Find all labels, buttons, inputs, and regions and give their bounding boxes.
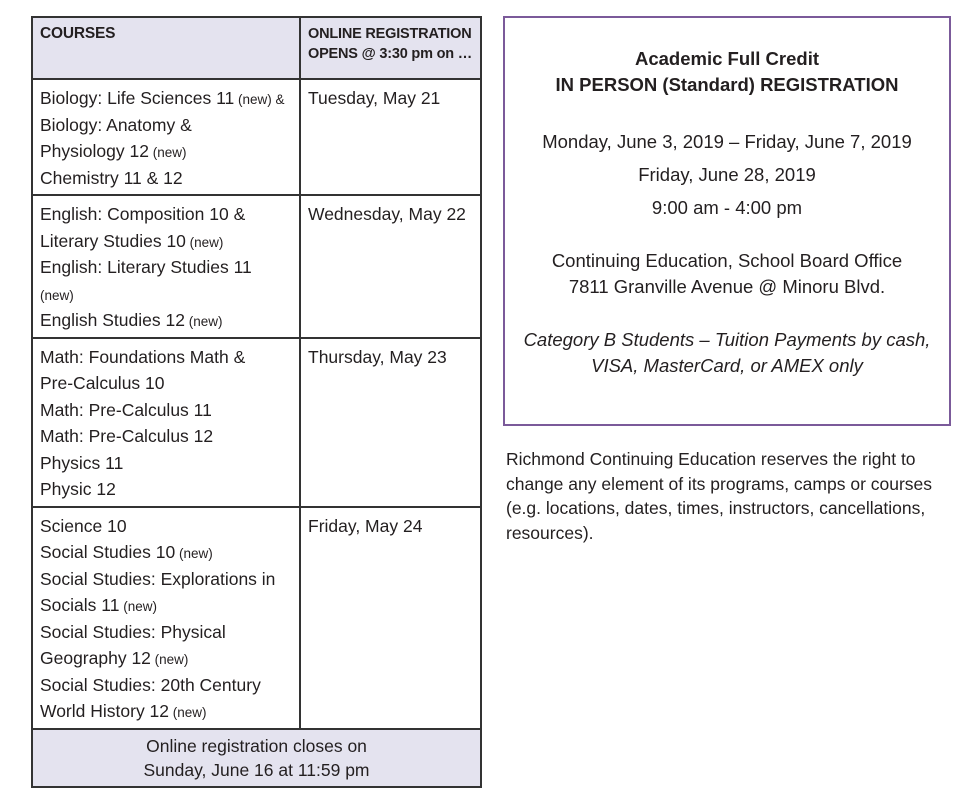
course-item (40, 398, 293, 425)
payment-note: Category B Students – Tuition Payments by cash, VISA, MasterCard, or AMEX only (523, 329, 931, 376)
course-note: (new) (184, 314, 223, 329)
course-list-cell (32, 507, 300, 729)
table-row (32, 338, 481, 507)
course-item (40, 282, 293, 309)
registration-date-cell: Wednesday, May 22 (300, 195, 481, 338)
course-name: Social Studies 10 (40, 542, 176, 562)
course-item (40, 345, 293, 372)
course-note: (new) (40, 287, 74, 303)
table-row (32, 507, 481, 729)
course-name: English: Composition 10 & (40, 204, 246, 224)
closing-notice-row (32, 729, 481, 787)
course-note: (new) (169, 705, 207, 720)
course-item (40, 139, 293, 166)
course-note: (new) (150, 652, 189, 667)
registration-hours: 9:00 am - 4:00 pm (651, 197, 803, 218)
course-item (40, 593, 293, 620)
course-name: Biology: Anatomy & (40, 114, 192, 135)
closing-notice-line2: Sunday, June 16 at 11:59 pm (143, 760, 370, 780)
course-item (40, 673, 293, 700)
closing-notice-line1: Online registration closes on (146, 735, 367, 756)
online-registration-column-header: ONLINE REGISTRATION OPENS @ 3:30 pm on … (300, 17, 481, 79)
course-item (40, 113, 293, 140)
course-note: (new) (175, 546, 213, 561)
info-title-line1: Academic Full Credit (634, 48, 819, 69)
course-item (40, 371, 293, 398)
registration-date-cell: Friday, May 24 (300, 507, 481, 729)
course-note: (new) (185, 234, 224, 250)
course-name: English Studies 12 (40, 310, 185, 330)
location-line2: 7811 Granville Avenue @ Minoru Blvd. (568, 276, 886, 297)
course-item (40, 514, 293, 541)
course-note: (new) & (234, 92, 285, 107)
course-item (40, 567, 293, 594)
course-list-cell (32, 195, 300, 338)
course-name: Physic 12 (40, 479, 116, 499)
course-name: English: Literary Studies 11 (40, 257, 252, 277)
info-title-line2: IN PERSON (Standard) REGISTRATION (555, 74, 899, 95)
course-name: Literary Studies 10 (40, 230, 186, 251)
closing-notice (32, 729, 481, 787)
course-name: Physiology 12 (40, 141, 149, 161)
course-note: (new) (148, 145, 187, 160)
course-list-cell (32, 79, 300, 195)
course-name: Social Studies: 20th Century (40, 674, 261, 695)
course-name: Social Studies: Explorations in (40, 568, 276, 589)
course-name: Socials 11 (40, 595, 120, 615)
registration-schedule-table (31, 16, 482, 788)
disclaimer-text: Richmond Continuing Education reserves the right to change any element of its programs, camps or courses (e.g. locations, dates, times, instructors, cancellations, resources). (506, 449, 933, 543)
course-item (40, 308, 293, 335)
table-row (32, 79, 481, 195)
course-name: Math: Pre-Calculus 11 (40, 399, 212, 420)
course-name: Science 10 (40, 515, 127, 536)
course-item (40, 166, 293, 193)
in-person-registration-box (503, 16, 951, 426)
registration-date-cell: Thursday, May 23 (300, 338, 481, 507)
course-item (40, 540, 293, 567)
course-item (40, 202, 293, 229)
course-item (40, 424, 293, 451)
course-name: Social Studies: Physical (40, 621, 226, 642)
course-item (40, 699, 293, 726)
course-name: Math: Pre-Calculus 12 (40, 426, 214, 446)
registration-dates: Monday, June 3, 2019 – Friday, June 7, 2019 (542, 131, 912, 152)
table-row (32, 195, 481, 338)
course-name: Pre-Calculus 10 (40, 373, 165, 393)
course-list-cell (32, 338, 300, 507)
course-name: Geography 12 (40, 648, 151, 668)
course-name: Physics 11 (40, 452, 124, 473)
course-name: World History 12 (40, 701, 170, 721)
course-name: Biology: Life Sciences 11 (40, 88, 235, 108)
registration-extra-date: Friday, June 28, 2019 (638, 164, 816, 185)
table-header-row (32, 17, 481, 79)
course-name: Chemistry 11 & 12 (40, 167, 183, 188)
location-line1: Continuing Education, School Board Office (551, 250, 903, 271)
course-name: Math: Foundations Math & (40, 346, 246, 367)
course-item (40, 620, 293, 647)
course-item (40, 86, 293, 113)
course-item (40, 477, 293, 504)
course-item (40, 229, 293, 256)
course-note: (new) (119, 599, 157, 614)
courses-column-header: COURSES (32, 17, 300, 79)
registration-date-cell: Tuesday, May 21 (300, 79, 481, 195)
course-item (40, 255, 293, 282)
course-item (40, 451, 293, 478)
course-item (40, 646, 293, 673)
schedule-rows (32, 79, 481, 729)
